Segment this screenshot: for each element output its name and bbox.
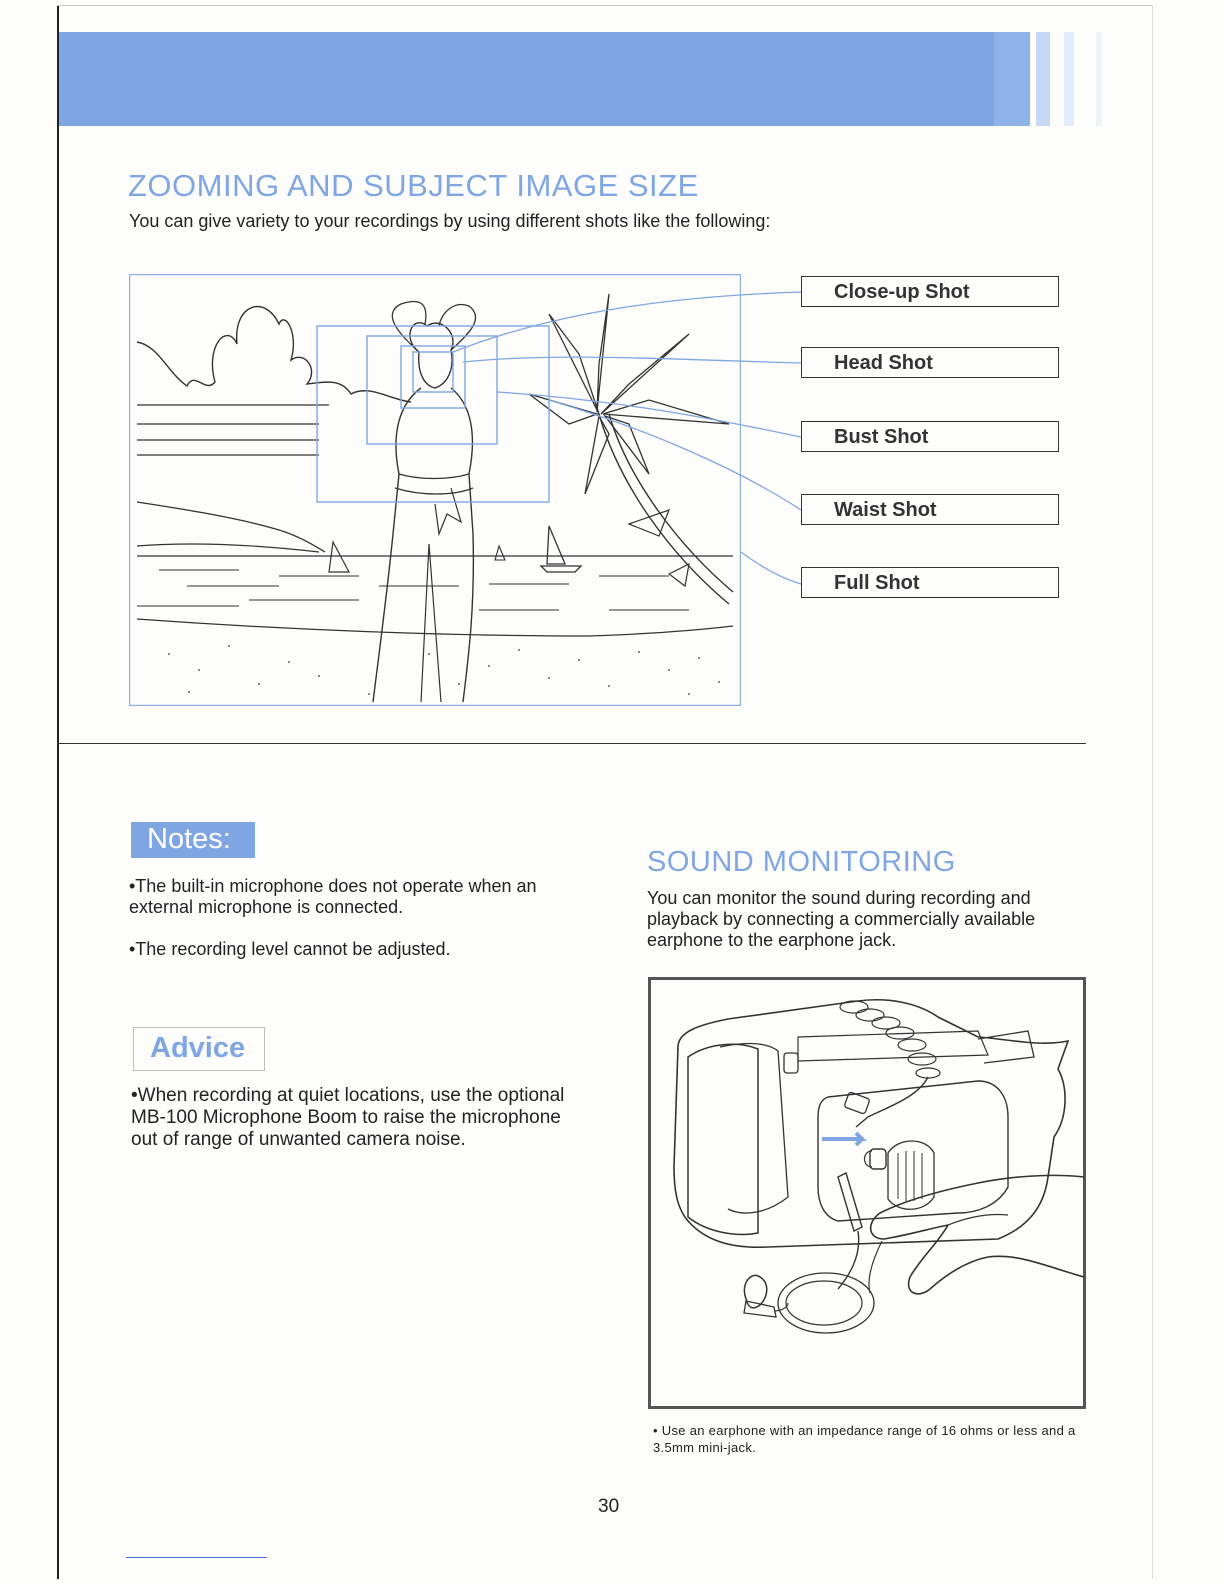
zooming-intro: You can give variety to your recordings by using different shots like the following: [129, 211, 771, 231]
earphone-note: • Use an earphone with an impedance range of 16 ohms or less and a 3.5mm mini-jack. [653, 1423, 1076, 1455]
page-number: 30 [598, 1496, 620, 1517]
shot-label-text: Waist Shot [834, 499, 937, 521]
header-banner [59, 32, 994, 126]
bust-shot-label [801, 421, 1059, 452]
advice-badge [133, 1027, 265, 1071]
shot-label-text: Bust Shot [834, 426, 929, 448]
advice-badge-text: Advice [150, 1032, 246, 1064]
top-margin-rule [57, 5, 1153, 6]
banner-stripe [1096, 32, 1102, 126]
shot-label-text: Close-up Shot [834, 281, 970, 303]
beach-shot-illustration [129, 274, 741, 706]
sound-monitoring-title: SOUND MONITORING [647, 846, 956, 878]
notes-badge [131, 822, 255, 858]
shot-label-text: Head Shot [834, 352, 933, 374]
section-divider [57, 743, 1086, 744]
note-item: •The built-in microphone does not operate when an external microphone is connected. [129, 876, 537, 917]
full-shot-label [801, 567, 1059, 598]
camcorder-earphone-illustration [648, 977, 1086, 1409]
banner-stripe [1064, 32, 1074, 126]
zooming-title: ZOOMING AND SUBJECT IMAGE SIZE [128, 168, 699, 203]
banner-stripe [1036, 32, 1050, 126]
sound-monitoring-text: You can monitor the sound during recording and playback by connecting a commercially available earphone to the earphone jack. [647, 888, 1036, 950]
left-margin-rule [57, 5, 59, 1579]
note-item: •The recording level cannot be adjusted. [129, 939, 451, 959]
shot-label-text: Full Shot [834, 572, 920, 594]
notes-badge-text: Notes: [147, 823, 231, 855]
waist-shot-label [801, 494, 1059, 525]
footer-rule [126, 1557, 267, 1558]
advice-text: •When recording at quiet locations, use the optional MB-100 Microphone Boom to raise the microphone out of range of unwanted camera noise. [131, 1085, 565, 1150]
right-margin-rule [1152, 5, 1153, 1579]
banner-stripe [994, 32, 1030, 126]
close-up-shot-label [801, 276, 1059, 307]
head-shot-label [801, 347, 1059, 378]
